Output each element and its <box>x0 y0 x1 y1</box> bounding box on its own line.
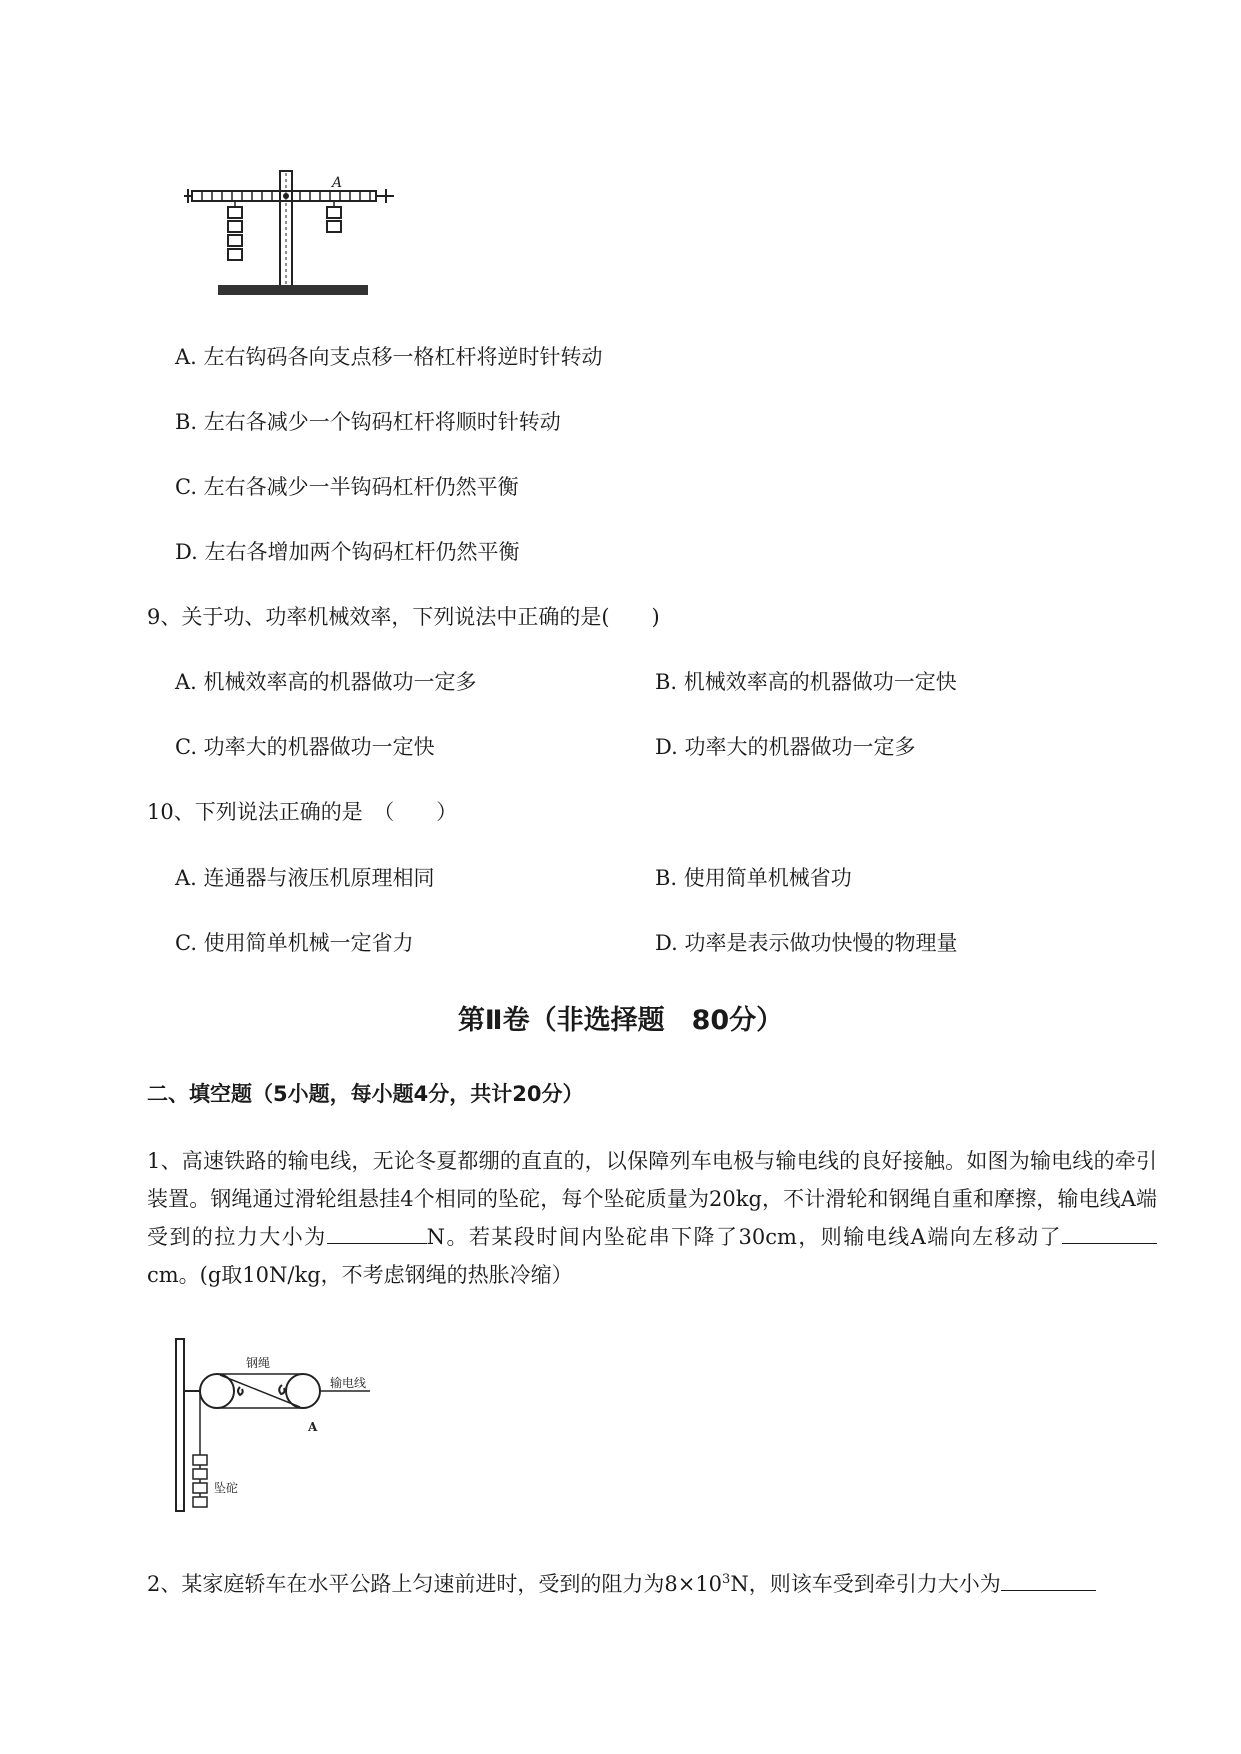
fill-q1-blank1[interactable] <box>327 1223 427 1244</box>
q8-option-b[interactable]: B. 左右各减少一个钩码杠杆将顺时针转动 <box>175 410 561 434</box>
q8-option-a[interactable]: A. 左右钩码各向支点移一格杠杆将逆时针转动 <box>175 345 603 369</box>
pulley-end-label: A <box>308 1420 318 1434</box>
q9-option-c[interactable]: C. 功率大的机器做功一定快 <box>175 735 435 759</box>
pulley-rope-label: 钢绳 <box>246 1356 271 1370</box>
fill-q2-after: N，则该车受到牵引力大小为 <box>730 1572 1001 1596</box>
fill-q1-part2: N。若某段时间内坠砣串下降了30cm，则输电线A端向左移动了 <box>426 1225 1062 1249</box>
q10-option-d[interactable]: D. 功率是表示做功快慢的物理量 <box>655 931 958 955</box>
fill-q1-part1: 1、高速铁路的输电线，无论冬夏都绷的直直的，以保障列车电极与输电线的良好接触。如图为输电线的牵引装置。钢绳通过滑轮组悬挂4个相同的坠砣，每个坠砣质量为20kg，不计滑轮和钢绳自重和摩擦，输电线A端受到的拉力大小为 <box>147 1149 1157 1249</box>
fill-heading: 二、填空题（5小题，每小题4分，共计20分） <box>147 1082 584 1106</box>
q8-option-c[interactable]: C. 左右各减少一半钩码杠杆仍然平衡 <box>175 475 519 499</box>
q9-stem: 9、关于功、功率机械效率，下列说法中正确的是( ) <box>147 605 660 629</box>
fill-q1-blank2[interactable] <box>1062 1223 1157 1244</box>
pulley-figure <box>170 1335 410 1515</box>
fill-q1-text <box>147 1142 1157 1294</box>
fill-q2-before: 2、某家庭轿车在水平公路上匀速前进时，受到的阻力为8×10 <box>147 1572 723 1596</box>
lever-point-label: A <box>332 175 343 191</box>
pulley-wire-label: 输电线 <box>330 1376 367 1390</box>
q10-stem: 10、下列说法正确的是 （ ） <box>147 800 458 824</box>
q10-option-b[interactable]: B. 使用简单机械省功 <box>655 866 852 890</box>
q10-option-c[interactable]: C. 使用简单机械一定省力 <box>175 931 414 955</box>
q10-option-a[interactable]: A. 连通器与液压机原理相同 <box>175 866 435 890</box>
fill-q1-part3: cm。(g取10N/kg，不考虑钢绳的热胀冷缩） <box>147 1263 573 1287</box>
lever-figure <box>180 165 410 300</box>
q9-option-d[interactable]: D. 功率大的机器做功一定多 <box>655 735 916 759</box>
fill-q2-blank[interactable] <box>1001 1570 1096 1591</box>
section2-title: 第Ⅱ卷（非选择题 80分） <box>457 1005 784 1036</box>
q9-option-b[interactable]: B. 机械效率高的机器做功一定快 <box>655 670 957 694</box>
pulley-weights-label: 坠砣 <box>214 1481 239 1495</box>
fill-q2-text <box>147 1566 1096 1598</box>
fill-q2-exponent: 3 <box>722 1572 731 1587</box>
q9-option-a[interactable]: A. 机械效率高的机器做功一定多 <box>175 670 477 694</box>
q8-option-d[interactable]: D. 左右各增加两个钩码杠杆仍然平衡 <box>175 540 520 564</box>
